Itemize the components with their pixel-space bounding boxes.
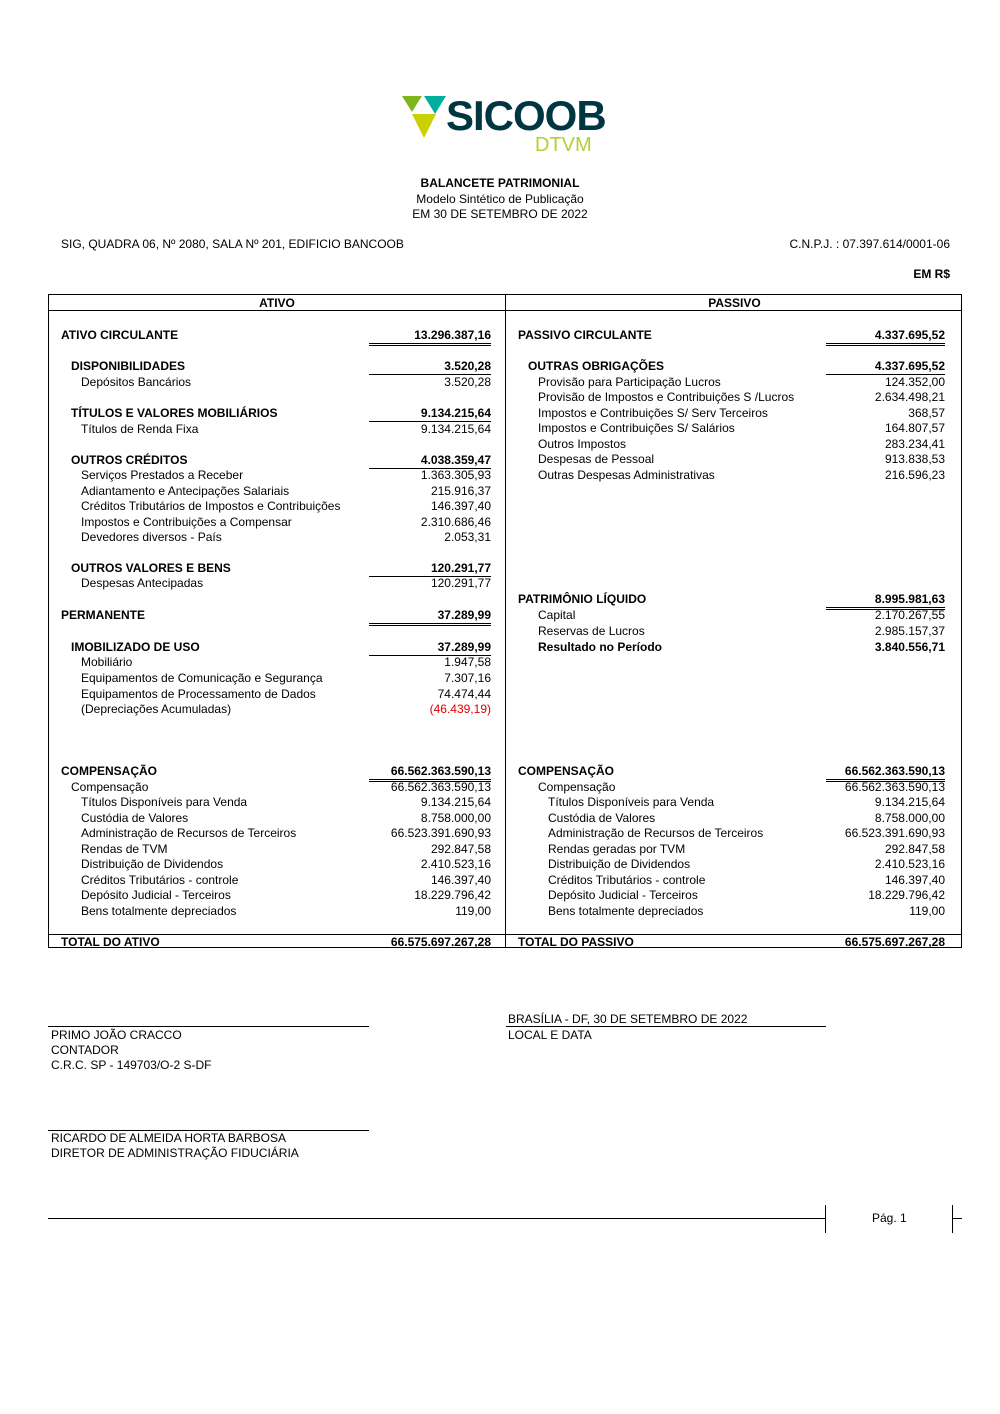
account-label: Despesas de Pessoal	[538, 452, 655, 466]
ativo-row	[81, 687, 491, 702]
account-label: Depósitos Bancários	[81, 375, 192, 389]
account-label: Créditos Tributários de Impostos e Contribuições	[81, 499, 341, 513]
ativo-row	[61, 764, 491, 779]
account-label: Impostos e Contribuições a Compensar	[81, 515, 292, 529]
account-value: 146.397,40	[884, 873, 945, 887]
account-label: Distribuição de Dividendos	[548, 857, 691, 871]
ativo-row	[61, 608, 491, 623]
ativo-row	[61, 328, 491, 343]
account-value: 2.310.686,46	[420, 515, 491, 529]
account-value: 215.916,37	[430, 484, 491, 498]
account-value: 119,00	[455, 904, 491, 918]
passivo-row	[518, 592, 945, 607]
account-value: (46.439,19)	[429, 702, 491, 716]
account-value: 3.840.556,71	[874, 640, 945, 654]
ativo-row	[71, 561, 491, 576]
passivo-row	[548, 842, 945, 857]
accountant-crc: C.R.C. SP - 149703/O-2 S-DF	[51, 1058, 212, 1072]
account-label: Títulos de Renda Fixa	[81, 422, 199, 436]
balance-sheet	[48, 294, 962, 948]
account-label: PATRIMÔNIO LÍQUIDO	[518, 592, 647, 606]
account-value: 4.337.695,52	[826, 328, 945, 346]
account-value: 66.523.391.690,93	[844, 826, 945, 840]
footer-tick-right	[952, 1205, 953, 1233]
account-value: 283.234,41	[884, 437, 945, 451]
ativo-row	[81, 888, 491, 903]
account-value: 8.995.981,63	[826, 592, 945, 610]
account-value: 18.229.796,42	[414, 888, 491, 902]
account-value: 2.985.157,37	[874, 624, 945, 638]
passivo-row	[548, 826, 945, 841]
passivo-row	[528, 359, 945, 374]
ativo-row	[71, 780, 491, 795]
account-value: 2.053,31	[444, 530, 491, 544]
page-number: Pág. 1	[872, 1211, 907, 1225]
account-value: 124.352,00	[884, 375, 945, 389]
passivo-row	[538, 608, 945, 623]
account-value: 2.170.267,55	[874, 608, 945, 622]
account-label: Administração de Recursos de Terceiros	[81, 826, 297, 840]
total-ativo-value: 66.575.697.267,28	[390, 935, 491, 949]
account-value: 8.758.000,00	[874, 811, 945, 825]
total-passivo-value: 66.575.697.267,28	[844, 935, 945, 949]
ativo-row	[81, 484, 491, 499]
account-value: 164.807,57	[884, 421, 945, 435]
account-label: Depósito Judicial - Terceiros	[548, 888, 698, 902]
account-label: Bens totalmente depreciados	[81, 904, 237, 918]
account-value: 146.397,40	[430, 499, 491, 513]
passivo-row	[538, 375, 945, 390]
passivo-row	[538, 406, 945, 421]
ativo-row	[81, 671, 491, 686]
account-value: 120.291,77	[369, 561, 491, 577]
account-label: Adiantamento e Antecipações Salariais	[81, 484, 290, 498]
account-value: 66.523.391.690,93	[390, 826, 491, 840]
account-label: Custódia de Valores	[81, 811, 189, 825]
account-value: 18.229.796,42	[868, 888, 945, 902]
ativo-row	[81, 515, 491, 530]
account-label: ATIVO CIRCULANTE	[61, 328, 179, 342]
director-name: RICARDO DE ALMEIDA HORTA BARBOSA	[51, 1131, 286, 1145]
account-value: 120.291,77	[430, 576, 491, 590]
ativo-row	[81, 530, 491, 545]
account-value: 13.296.387,16	[369, 328, 491, 346]
account-label: Impostos e Contribuições S/ Serv Terceiros	[538, 406, 768, 420]
account-label: Serviços Prestados a Receber	[81, 468, 244, 482]
total-passivo-row	[518, 935, 945, 950]
account-label: Provisão de Impostos e Contribuições S /Lucros	[538, 390, 795, 404]
account-label: DISPONIBILIDADES	[71, 359, 186, 373]
ativo-row	[81, 468, 491, 483]
footer-tick-left	[825, 1205, 826, 1233]
footer-rule	[48, 1218, 825, 1219]
account-value: 216.596,23	[884, 468, 945, 482]
ativo-row	[81, 842, 491, 857]
report-date: EM 30 DE SETEMBRO DE 2022	[412, 207, 588, 221]
ativo-row	[81, 576, 491, 591]
ativo-row	[81, 904, 491, 919]
account-value: 66.562.363.590,13	[844, 780, 945, 794]
report-subtitle: Modelo Sintético de Publicação	[416, 192, 584, 206]
account-value: 37.289,99	[369, 608, 491, 626]
accountant-name: PRIMO JOÃO CRACCO	[51, 1028, 182, 1042]
accountant-role: CONTADOR	[51, 1043, 119, 1057]
account-label: Títulos Disponíveis para Venda	[548, 795, 715, 809]
account-label: COMPENSAÇÃO	[61, 764, 158, 778]
accountant-signature-line	[48, 1026, 369, 1027]
account-label: Custódia de Valores	[548, 811, 656, 825]
passivo-row	[548, 811, 945, 826]
sicoob-triangle-icon	[402, 96, 446, 140]
account-label: Mobiliário	[81, 655, 133, 669]
account-value: 1.947,58	[444, 655, 491, 669]
account-label: COMPENSAÇÃO	[518, 764, 615, 778]
account-label: Resultado no Período	[538, 640, 663, 654]
ativo-row	[81, 826, 491, 841]
ativo-row	[71, 359, 491, 374]
account-label: Capital	[538, 608, 576, 622]
logo-brand: SICOOB	[446, 92, 606, 139]
account-label: Rendas de TVM	[81, 842, 168, 856]
total-passivo-label: TOTAL DO PASSIVO	[518, 935, 634, 949]
account-label: (Depreciações Acumuladas)	[81, 702, 232, 716]
account-value: 7.307,16	[444, 671, 491, 685]
ativo-row	[81, 702, 491, 717]
place-date-value: BRASÍLIA - DF, 30 DE SETEMBRO DE 2022	[508, 1012, 748, 1026]
passivo-row	[538, 780, 945, 795]
account-label: Créditos Tributários - controle	[81, 873, 239, 887]
account-value: 368,57	[908, 406, 945, 420]
account-label: Bens totalmente depreciados	[548, 904, 704, 918]
passivo-row	[538, 468, 945, 483]
account-value: 9.134.215,64	[874, 795, 945, 809]
account-value: 3.520,28	[444, 375, 491, 389]
account-value: 292.847,58	[884, 842, 945, 856]
account-label: Administração de Recursos de Terceiros	[548, 826, 764, 840]
account-value: 146.397,40	[430, 873, 491, 887]
ativo-row	[71, 640, 491, 655]
account-value: 2.634.498,21	[874, 390, 945, 404]
company-address: SIG, QUADRA 06, Nº 2080, SALA Nº 201, EDIFICIO BANCOOB	[61, 237, 404, 251]
account-label: Outras Despesas Administrativas	[538, 468, 715, 482]
passivo-row	[538, 624, 945, 639]
ativo-row	[81, 873, 491, 888]
column-divider	[505, 295, 506, 947]
passivo-row	[538, 437, 945, 452]
account-label: OUTRAS OBRIGAÇÕES	[528, 359, 665, 373]
company-cnpj: C.N.P.J. : 07.397.614/0001-06	[789, 237, 950, 251]
account-value: 8.758.000,00	[420, 811, 491, 825]
account-value: 66.562.363.590,13	[826, 764, 945, 782]
account-value: 4.038.359,47	[369, 453, 491, 469]
ativo-row	[81, 422, 491, 437]
passivo-row	[548, 857, 945, 872]
account-value: 292.847,58	[430, 842, 491, 856]
header-rule	[49, 310, 961, 311]
account-label: TÍTULOS E VALORES MOBILIÁRIOS	[71, 406, 278, 420]
account-value: 3.520,28	[369, 359, 491, 375]
currency-unit: EM R$	[913, 267, 950, 281]
ativo-row	[81, 811, 491, 826]
account-value: 9.134.215,64	[369, 406, 491, 422]
account-label: IMOBILIZADO DE USO	[71, 640, 200, 654]
account-value: 37.289,99	[369, 640, 491, 656]
account-value: 1.363.305,93	[420, 468, 491, 482]
passivo-row	[548, 795, 945, 810]
account-value: 4.337.695,52	[826, 359, 945, 375]
place-date-caption: LOCAL E DATA	[508, 1028, 592, 1042]
account-label: Equipamentos de Comunicação e Segurança	[81, 671, 323, 685]
account-value: 2.410.523,16	[874, 857, 945, 871]
account-label: Despesas Antecipadas	[81, 576, 204, 590]
account-label: Devedores diversos - País	[81, 530, 222, 544]
ativo-row	[81, 857, 491, 872]
ativo-row	[71, 453, 491, 468]
account-value: 74.474,44	[437, 687, 491, 701]
account-label: Rendas geradas por TVM	[548, 842, 686, 856]
account-label: Compensação	[538, 780, 616, 794]
account-label: Compensação	[71, 780, 149, 794]
passivo-row	[538, 452, 945, 467]
report-title: BALANCETE PATRIMONIAL	[420, 176, 580, 190]
account-label: PASSIVO CIRCULANTE	[518, 328, 652, 342]
account-label: Títulos Disponíveis para Venda	[81, 795, 248, 809]
ativo-row	[81, 499, 491, 514]
passivo-row	[518, 764, 945, 779]
passivo-row	[548, 888, 945, 903]
passivo-row	[538, 421, 945, 436]
ativo-row	[71, 406, 491, 421]
passivo-row	[548, 904, 945, 919]
total-ativo-row	[61, 935, 491, 950]
total-ativo-label: TOTAL DO ATIVO	[61, 935, 160, 949]
passivo-row	[548, 873, 945, 888]
account-label: Equipamentos de Processamento de Dados	[81, 687, 316, 701]
account-label: Depósito Judicial - Terceiros	[81, 888, 231, 902]
account-label: Distribuição de Dividendos	[81, 857, 224, 871]
account-value: 913.838,53	[884, 452, 945, 466]
passivo-row	[518, 328, 945, 343]
account-label: OUTROS VALORES E BENS	[71, 561, 231, 575]
sicoob-dtvm-logo	[400, 92, 606, 158]
account-label: Impostos e Contribuições S/ Salários	[538, 421, 735, 435]
ativo-row	[81, 375, 491, 390]
account-value: 119,00	[909, 904, 945, 918]
ativo-header: ATIVO	[259, 296, 295, 310]
ativo-row	[81, 655, 491, 670]
account-label: Reservas de Lucros	[538, 624, 645, 638]
account-value: 2.410.523,16	[420, 857, 491, 871]
footer-tick-stub	[952, 1218, 962, 1219]
account-label: Outros Impostos	[538, 437, 627, 451]
account-label: Provisão para Participação Lucros	[538, 375, 721, 389]
account-value: 9.134.215,64	[420, 422, 491, 436]
account-value: 9.134.215,64	[420, 795, 491, 809]
account-value: 66.562.363.590,13	[390, 780, 491, 794]
place-date-line	[506, 1026, 826, 1027]
passivo-row	[538, 640, 945, 655]
account-label: Créditos Tributários - controle	[548, 873, 706, 887]
account-label: PERMANENTE	[61, 608, 146, 622]
account-value: 66.562.363.590,13	[369, 764, 491, 782]
passivo-row	[538, 390, 945, 405]
logo-sub: DTVM	[535, 134, 592, 156]
account-label: OUTROS CRÉDITOS	[71, 453, 188, 467]
director-role: DIRETOR DE ADMINISTRAÇÃO FIDUCIÁRIA	[51, 1146, 299, 1160]
passivo-header: PASSIVO	[708, 296, 761, 310]
ativo-row	[81, 795, 491, 810]
